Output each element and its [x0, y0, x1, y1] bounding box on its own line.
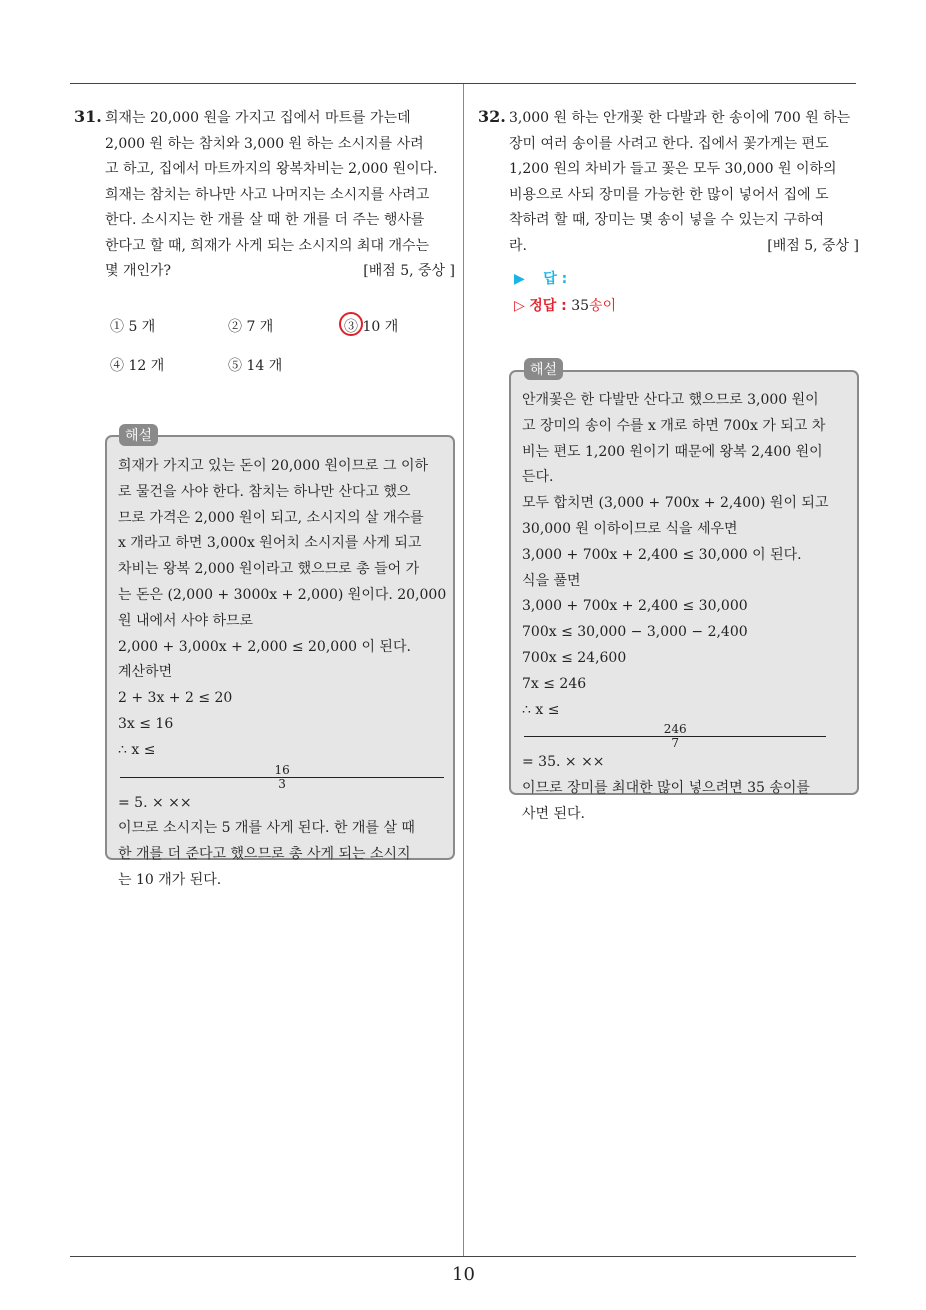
q31-line: 2,000 원 하는 참치와 3,000 원 하는 소시지를 사려 — [105, 135, 424, 152]
final-suffix: = 35. × ×× — [522, 754, 605, 771]
explanation-line: 사면 된다. — [522, 805, 585, 822]
q32-text — [509, 106, 859, 259]
fraction-denominator: 7 — [671, 736, 680, 751]
q31-choice-3[interactable]: ③ 10 개 — [344, 319, 399, 335]
q31-line: 몇 개인가? — [105, 263, 172, 279]
explanation-line: 는 돈은 (2,000 + 3000x + 2,000) 원이다. 20,000 — [118, 586, 447, 603]
explanation-line: 700x ≤ 30,000 − 3,000 − 2,400 — [522, 624, 748, 641]
q31-choice-1[interactable]: ① 5 개 — [110, 319, 156, 335]
fraction — [120, 764, 444, 791]
explanation-line: 700x ≤ 24,600 — [522, 649, 627, 666]
fraction-denominator: 3 — [278, 776, 286, 791]
q32-explanation-tag: 해설 — [524, 358, 563, 380]
explanation-line: 계산하면 — [118, 664, 173, 681]
final-prefix: ∴ x ≤ — [522, 701, 560, 718]
explanation-line: 로 물건을 사야 한다. 참치는 하나만 산다고 했으 — [118, 483, 411, 500]
outline-play-icon: ▷ — [514, 298, 525, 314]
q31-explanation — [118, 454, 446, 894]
explanation-line: 든다. — [522, 469, 554, 486]
selected-answer-mark — [339, 312, 363, 336]
explanation-line: 한 개를 더 준다고 했으므로 총 사게 되는 소시지 — [118, 846, 411, 863]
explanation-line: 3,000 + 700x + 2,400 ≤ 30,000 — [522, 598, 748, 615]
correct-label: 정답 : — [529, 298, 567, 314]
correct-unit: 송이 — [589, 298, 617, 314]
q32-number: 32. — [478, 107, 506, 126]
q32-explanation — [522, 388, 828, 828]
explanation-line: 모두 합치면 (3,000 + 700x + 2,400) 원이 되고 — [522, 495, 829, 512]
q32-line: 비용으로 사되 장미를 가능한 한 많이 넣어서 집에 도 — [509, 186, 829, 203]
q31-line: 한다고 할 때, 희재가 사게 되는 소시지의 최대 개수는 — [105, 237, 430, 254]
explanation-line: 비는 편도 1,200 원이기 때문에 왕복 2,400 원이 — [522, 443, 823, 460]
q32-answer-row — [514, 268, 567, 288]
answer-label: 답 : — [543, 271, 568, 287]
q32-line: 라. — [509, 237, 527, 254]
q31-choice-5[interactable]: ⑤ 14 개 — [228, 358, 283, 374]
q31-choice-2[interactable]: ② 7 개 — [228, 319, 274, 335]
q31-text — [105, 106, 455, 285]
q31-explanation-tag: 해설 — [119, 424, 158, 446]
explanation-line: 식을 풀면 — [522, 572, 581, 589]
explanation-line: 는 10 개가 된다. — [118, 871, 222, 888]
explanation-line: 이므로 장미를 최대한 많이 넣으려면 35 송이를 — [522, 780, 810, 797]
final-prefix: ∴ x ≤ — [118, 741, 156, 758]
explanation-line: 7x ≤ 246 — [522, 675, 587, 692]
q31-line: 고 하고, 집에서 마트까지의 왕복차비는 2,000 원이다. — [105, 161, 438, 177]
final-suffix: = 5. × ×× — [118, 794, 192, 811]
explanation-line: 므로 가격은 2,000 원이 되고, 소시지의 살 개수를 — [118, 509, 424, 526]
page-number: 10 — [452, 1264, 475, 1285]
q31-line-last — [105, 259, 455, 285]
fraction — [524, 723, 826, 750]
explanation-line: x 개라고 하면 3,000x 원어치 소시지를 사게 되고 — [118, 535, 422, 552]
column-divider — [463, 84, 464, 1257]
explanation-line: 고 장미의 송이 수를 x 개로 하면 700x 가 되고 차 — [522, 417, 826, 434]
explanation-line: 30,000 원 이하이므로 식을 세우면 — [522, 520, 738, 537]
explanation-line: 희재가 가지고 있는 돈이 20,000 원이므로 그 이하 — [118, 458, 429, 474]
explanation-line: 원 내에서 사야 하므로 — [118, 612, 254, 629]
q31-choice-4[interactable]: ④ 12 개 — [110, 358, 165, 374]
q32-score-tag: [배점 5, 중상 ] — [767, 237, 859, 254]
q32-line: 착하려 할 때, 장미는 몇 송이 넣을 수 있는지 구하여 — [509, 212, 824, 228]
q32-line: 1,200 원의 차비가 들고 꽃은 모두 30,000 원 이하의 — [509, 161, 837, 177]
q32-line-last — [509, 234, 859, 260]
q31-number: 31. — [74, 107, 102, 126]
final-inequality — [118, 738, 446, 817]
q32-line: 3,000 원 하는 안개꽃 한 다발과 한 송이에 700 원 하는 — [509, 110, 851, 126]
q32-correct-row — [514, 295, 616, 315]
q31-line: 한다. 소시지는 한 개를 살 때 한 개를 더 주는 행사를 — [105, 212, 425, 228]
play-icon: ▶ — [514, 271, 525, 287]
q32-line: 장미 여러 송이를 사려고 한다. 집에서 꽃가게는 편도 — [509, 135, 829, 152]
q31-score-tag: [배점 5, 중상 ] — [363, 263, 455, 279]
fraction-numerator: 16 — [120, 764, 444, 778]
explanation-line: 안개꽃은 한 다발만 산다고 했으므로 3,000 원이 — [522, 392, 819, 408]
fraction-numerator: 246 — [524, 723, 826, 737]
explanation-line: 2 + 3x + 2 ≤ 20 — [118, 690, 233, 707]
bottom-rule — [70, 1256, 856, 1257]
explanation-line: 차비는 왕복 2,000 원이라고 했으므로 총 들어 가 — [118, 561, 420, 578]
final-inequality — [522, 698, 828, 777]
correct-value: 35 — [571, 298, 590, 314]
q31-line: 희재는 20,000 원을 가지고 집에서 마트를 가는데 — [105, 110, 411, 126]
explanation-line: 이므로 소시지는 5 개를 사게 된다. 한 개를 살 때 — [118, 820, 415, 837]
q31-line: 희재는 참치는 하나만 사고 나머지는 소시지를 사려고 — [105, 186, 430, 203]
explanation-line: 2,000 + 3,000x + 2,000 ≤ 20,000 이 된다. — [118, 638, 411, 655]
explanation-line: 3x ≤ 16 — [118, 715, 174, 732]
explanation-line: 3,000 + 700x + 2,400 ≤ 30,000 이 된다. — [522, 546, 802, 563]
